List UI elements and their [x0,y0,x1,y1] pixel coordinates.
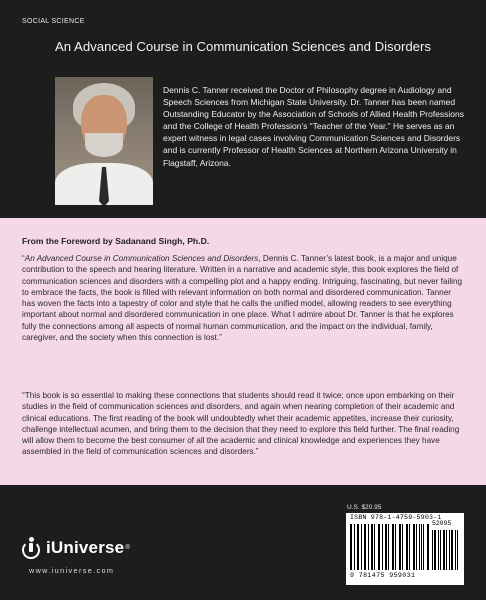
barcode-addon: 52095 [432,520,452,527]
book-title-italic: An Advanced Course in Communication Sciences and Disorders [24,254,259,263]
foreword-heading: From the Foreword by Sadanand Singh, Ph.D. [22,236,210,246]
category-label: SOCIAL SCIENCE [22,18,85,25]
barcode-bars [350,524,430,570]
isbn-digits: 9 781475 959031 [350,572,416,579]
barcode-addon-bars [432,530,460,570]
iuniverse-logo-icon [22,538,40,558]
isbn-label: ISBN 978-1-4759-5903-1 [350,514,442,521]
publisher-logo [22,538,130,558]
book-title: An Advanced Course in Communication Sciences and Disorders [54,39,432,54]
price-label: U.S. $20.95 [347,504,382,511]
author-photo [55,77,153,205]
foreword-quote-2: “This book is so essential to making these connections that students should read it twice; once upon embarking on their studies in the field of communication sciences and disorders, and again when nearing completion of their academic and clinical educations. The first reading of the book will undoubtedly whet their academic appetites, increase their curiosity, challenge intellectual acumen, and bring them to the decision that they need to explore this field further. The final reading will allow them to become the best consumer of all the academic and clinical knowledge and experiences they have assembled in the field of communication sciences and disorders.” [22,391,460,457]
publisher-name: iUniverse [46,538,125,557]
author-bio: Dennis C. Tanner received the Doctor of Philosophy degree in Audiology and Speech Sciences from Michigan State University. Dr. Tanner has been named Outstanding Educator by the Association of Schools of Allied Health Professions and the College of Health Profession’s “Teacher of the Year.” He serves as an expert witness in legal cases involving Communication Sciences and Disorders and is currently Professor of Health Sciences at Northern Arizona University in Flagstaff, Arizona. [163,85,464,168]
publisher-website: www.iuniverse.com [29,566,115,575]
registered-mark: ® [125,545,130,551]
foreword-quote-1: “An Advanced Course in Communication Sciences and Disorders, Dennis C. Tanner’s latest book, is a major and unique contribution to the speech and hearing literature. Written in a narrative and academic style, this book explores the field of communication sciences and disorders with a compelling plot and a happy ending. Intriguing, fascinating, but never failing to embrace the facts, the book is filled with relevant information on both normal and disordered communication. Tanner has woven the facts into a tapestry of color and style that he calls the unified model, allowing readers to see everything important about normal and disordered communication in one place. What I admire about Dr. Tanner is that he explores fully the connections among all aspects of normal human communication, and the impact on the individual, family, caregiver, and the society when this connection is lost.” [22,254,463,343]
